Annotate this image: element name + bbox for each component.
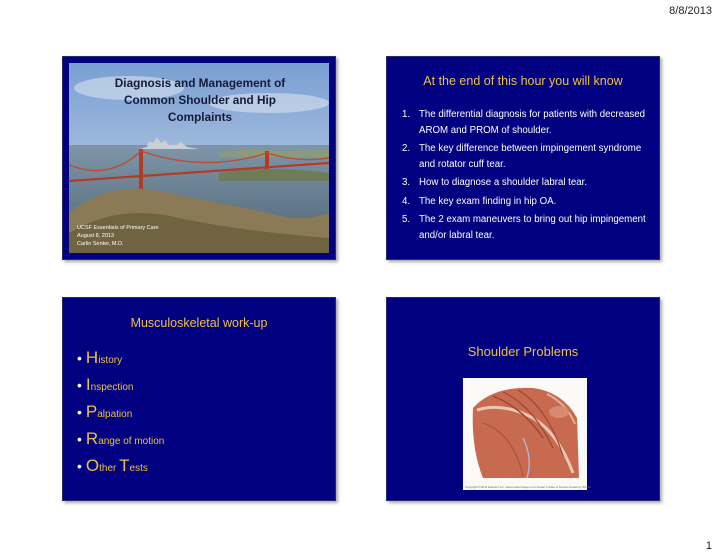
header-date: 8/8/2013: [669, 5, 712, 17]
workup-list: [77, 348, 164, 483]
list-item: 1. The differential diagnosis for patients with decreased AROM and PROM of shoulder.: [402, 109, 645, 136]
slide-workup: [62, 297, 336, 501]
objectives-list: [399, 107, 651, 246]
slide-objectives: [386, 56, 660, 260]
list-item: • History: [77, 348, 123, 367]
list-item: • Other Tests: [77, 456, 148, 475]
list-item: • Inspection: [77, 375, 134, 394]
shoulder-anatomy-illustration: [463, 378, 593, 490]
anatomy-copyright: Copyright ©2011 Elsevier Inc. www.netterimages.com Netter's Atlas of Human Anatomy, 5th Ed.: [465, 485, 593, 489]
slide-title: [62, 56, 336, 260]
list-item: 3. How to diagnose a shoulder labral tear.: [402, 177, 588, 188]
slide-shoulder: [386, 297, 660, 501]
list-item: • Palpation: [77, 402, 133, 421]
slide4-title: Shoulder Problems: [467, 344, 579, 359]
page-number: 1: [705, 540, 712, 552]
slide3-title: Musculoskeletal work-up: [130, 316, 268, 330]
slide1-credit: UCSF Essentials of Primary Care August 8, 2013 Carlin Senter, M.D.: [77, 225, 159, 247]
list-item: 5. The 2 exam maneuvers to bring out hip impingement and/or labral tear.: [402, 214, 646, 241]
list-item: 4. The key exam finding in hip OA.: [402, 195, 557, 207]
list-item: • Range of motion: [77, 429, 165, 448]
slide1-title: Diagnosis and Management of Common Shoulder and Hip Complaints: [114, 76, 286, 124]
slide2-title: At the end of this hour you will know: [423, 74, 623, 88]
list-item: 2. The key difference between impingement syndrome and rotator cuff tear.: [402, 143, 642, 170]
